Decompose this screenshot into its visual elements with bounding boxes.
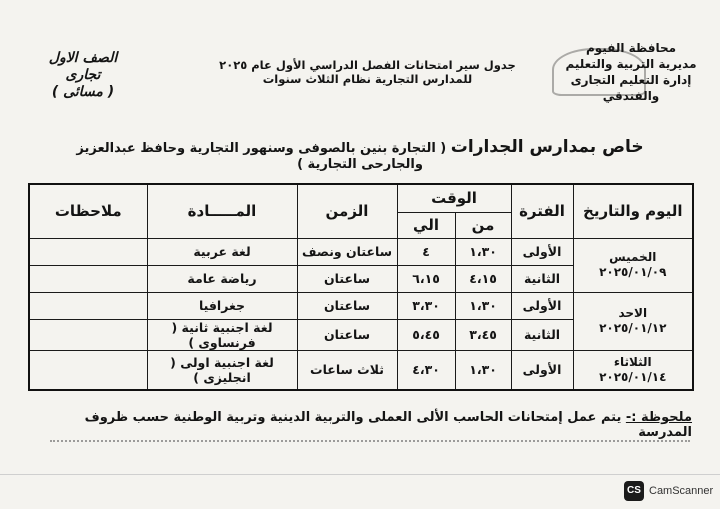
schedule-title (205, 58, 530, 86)
table-row (29, 350, 693, 390)
table-row (29, 238, 693, 265)
day-date: ٢٠٢٥/٠١/٠٩ (599, 265, 667, 279)
day-cell (573, 238, 693, 292)
governorate-label: محافظة الفيوم (585, 41, 677, 55)
authority-header (556, 40, 706, 104)
department-label: إدارة التعليم التجارى والفندقي (570, 73, 692, 103)
shift-label: ( مسائى ) (51, 84, 115, 100)
notes-cell (29, 292, 147, 319)
from-cell: ١،٣٠ (455, 292, 511, 319)
camscanner-icon: CS (624, 481, 644, 501)
header-time: الوقت (397, 184, 511, 212)
period-cell: الأولى (511, 292, 573, 319)
from-cell: ٣،٤٥ (455, 319, 511, 350)
subject-cell: لغة اجنبية ثانية ( فرنساوى ) (147, 319, 297, 350)
duration-cell: ثلاث ساعات (297, 350, 397, 390)
notes-cell (29, 350, 147, 390)
subtitle-schools: ( التجارة بنين بالصوفى وسنهور التجارية وحافظ عبدالعزيز والجارحى التجارية ) (76, 141, 447, 172)
exam-note (32, 410, 692, 440)
day-name: الخميس (609, 250, 657, 264)
title-line-1: جدول سير امتحانات الفصل الدراسي الأول عام ٢٠٢٥ (219, 58, 516, 72)
from-cell: ٤،١٥ (455, 265, 511, 292)
subject-cell: لغة عربية (147, 238, 297, 265)
footer-divider (0, 474, 720, 475)
subject-cell: جغرافيا (147, 292, 297, 319)
note-label: ملحوظة :- (625, 410, 692, 425)
duration-cell: ساعتان (297, 265, 397, 292)
header-from: من (455, 212, 511, 238)
subject-cell: رياضة عامة (147, 265, 297, 292)
from-cell: ١،٣٠ (455, 238, 511, 265)
header-duration: الزمن (297, 184, 397, 238)
header-period: الفترة (511, 184, 573, 238)
title-line-2: للمدارس التجارية نظام الثلاث سنوات (262, 72, 473, 86)
to-cell: ٥،٤٥ (397, 319, 455, 350)
exam-schedule-table (28, 183, 694, 391)
schools-subtitle (70, 137, 650, 172)
header-to: الي (397, 212, 455, 238)
period-cell: الثانية (511, 265, 573, 292)
grade-label: الصف الاول (48, 50, 118, 66)
period-cell: الأولى (511, 350, 573, 390)
subtitle-main: خاص بمدارس الجدارات (450, 137, 644, 157)
day-date: ٢٠٢٥/٠١/١٢ (599, 321, 667, 335)
notes-cell (29, 238, 147, 265)
from-cell: ١،٣٠ (455, 350, 511, 390)
duration-cell: ساعتان ونصف (297, 238, 397, 265)
period-cell: الثانية (511, 319, 573, 350)
header-notes: ملاحظات (29, 184, 147, 238)
table-row (29, 292, 693, 319)
to-cell: ٤،٣٠ (397, 350, 455, 390)
subject-cell: لغة اجنبية اولى ( انجليزى ) (147, 350, 297, 390)
notes-cell (29, 319, 147, 350)
directorate-label: مديرية التربية والتعليم (565, 57, 697, 71)
stream-label: تجارى (65, 67, 101, 83)
day-name: الثلاثاء (613, 354, 652, 369)
header-day: اليوم والتاريخ (573, 184, 693, 238)
duration-cell: ساعتان (297, 292, 397, 319)
camscanner-label: CamScanner (649, 485, 714, 497)
to-cell: ٣،٣٠ (397, 292, 455, 319)
day-date: ٢٠٢٥/٠١/١٤ (599, 369, 667, 384)
to-cell: ٤ (397, 238, 455, 265)
day-cell (573, 292, 693, 350)
day-name: الاحد (618, 306, 648, 320)
ministry-emblem (552, 48, 646, 96)
note-text: يتم عمل إمتحانات الحاسب الألى العملى والتربية الدينية وتربية الوطنية حسب ظروف المدرسة (84, 410, 692, 440)
period-cell: الأولى (511, 238, 573, 265)
cut-off-text-line (50, 440, 690, 452)
header-subject: المـــــادة (147, 184, 297, 238)
duration-cell: ساعتان (297, 319, 397, 350)
grade-info (18, 50, 148, 101)
notes-cell (29, 265, 147, 292)
day-cell (573, 350, 693, 390)
to-cell: ٦،١٥ (397, 265, 455, 292)
